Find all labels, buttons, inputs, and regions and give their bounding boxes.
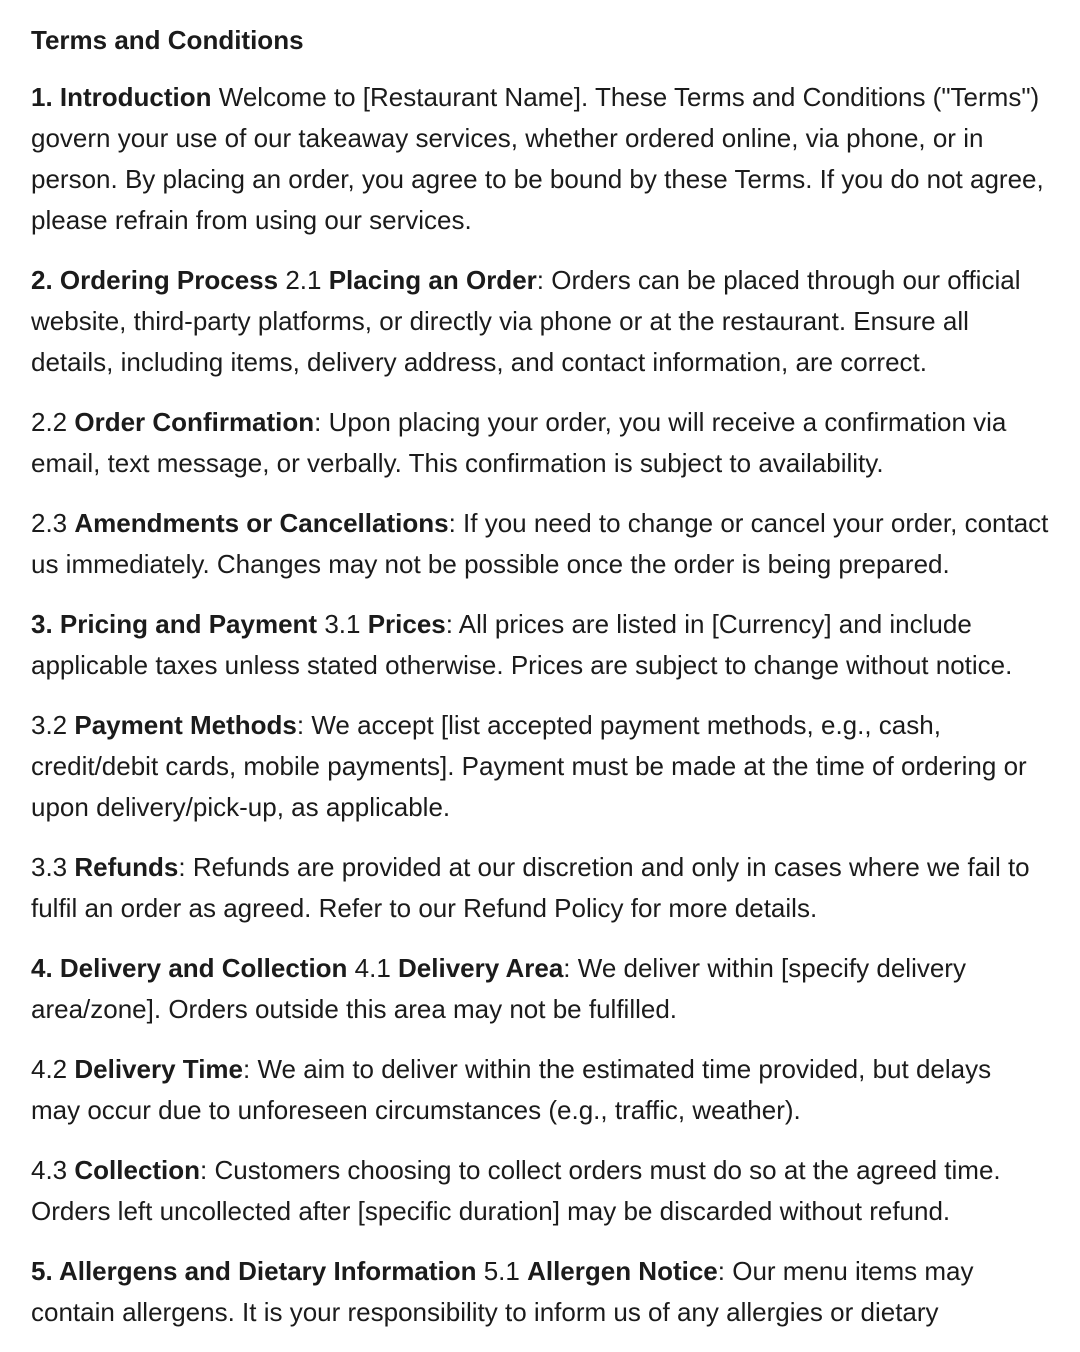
text-run: email, text message, or verbally. This confirmation is subject to availability. [31, 448, 884, 478]
text-run: person. By placing an order, you agree to be bound by these Terms. If you do not agree, [31, 164, 1044, 194]
paragraph [31, 705, 1080, 828]
text-run: may occur due to unforeseen circumstances (e.g., traffic, weather). [31, 1095, 801, 1125]
text-run: govern your use of our takeaway services, whether ordered online, via phone, or in [31, 123, 984, 153]
text-run: 2.1 [278, 265, 329, 295]
bold-heading: Prices [367, 609, 446, 639]
text-line [31, 503, 1080, 544]
paragraph [31, 1251, 1080, 1333]
text-line [31, 746, 1080, 787]
bold-heading: 2. Ordering Process [31, 265, 279, 295]
text-run: Welcome to [Restaurant Name]. These Terms and Conditions ("Terms") [211, 82, 1040, 112]
text-line [31, 301, 1080, 342]
text-run: credit/debit cards, mobile payments]. Payment must be made at the time of ordering or [31, 751, 1027, 781]
bold-heading: Delivery Time [74, 1054, 243, 1084]
paragraph [31, 847, 1080, 929]
text-line [31, 443, 1080, 484]
text-run: 4.3 [31, 1155, 75, 1185]
text-line [31, 544, 1080, 585]
text-run: : We deliver within [specify delivery [563, 953, 966, 983]
text-run: us immediately. Changes may not be possible once the order is being prepared. [31, 549, 950, 579]
text-run: 3.3 [31, 852, 75, 882]
paragraph [31, 604, 1080, 686]
bold-heading: Refunds [74, 852, 179, 882]
text-line [31, 948, 1080, 989]
paragraph [31, 260, 1080, 383]
text-run: upon delivery/pick-up, as applicable. [31, 792, 451, 822]
bold-heading: Placing an Order [328, 265, 537, 295]
paragraph-list [31, 77, 1080, 1333]
text-line [31, 260, 1080, 301]
text-run: : Orders can be placed through our official [536, 265, 1021, 295]
text-line [31, 402, 1080, 443]
bold-heading: 1. Introduction [31, 82, 212, 112]
bold-heading: Collection [74, 1155, 201, 1185]
bold-heading: 5. Allergens and Dietary Information [31, 1256, 477, 1286]
text-run: please refrain from using our services. [31, 205, 472, 235]
text-line [31, 1150, 1080, 1191]
text-run: Orders left uncollected after [specific duration] may be discarded without refund. [31, 1196, 951, 1226]
text-run: 2.3 [31, 508, 75, 538]
text-run: : Our menu items may [717, 1256, 974, 1286]
bold-heading: Payment Methods [74, 710, 297, 740]
text-line [31, 787, 1080, 828]
paragraph [31, 402, 1080, 484]
bold-heading: Amendments or Cancellations [74, 508, 449, 538]
paragraph [31, 77, 1080, 241]
text-line [31, 1090, 1080, 1131]
text-line [31, 118, 1080, 159]
text-run: 3.1 [317, 609, 368, 639]
text-line [31, 705, 1080, 746]
text-line [31, 1049, 1080, 1090]
text-line [31, 645, 1080, 686]
text-line [31, 200, 1080, 241]
text-line [31, 989, 1080, 1030]
bold-heading: 3. Pricing and Payment [31, 609, 318, 639]
text-run: : Customers choosing to collect orders must do so at the agreed time. [200, 1155, 1001, 1185]
text-line [31, 847, 1080, 888]
text-run: 3.2 [31, 710, 75, 740]
paragraph [31, 948, 1080, 1030]
text-line [31, 1251, 1080, 1292]
text-line [31, 159, 1080, 200]
text-run: 4.1 [347, 953, 399, 983]
text-run: applicable taxes unless stated otherwise. Prices are subject to change without notice. [31, 650, 1013, 680]
text-line [31, 888, 1080, 929]
paragraph [31, 1150, 1080, 1232]
paragraph [31, 503, 1080, 585]
text-run: : If you need to change or cancel your order, contact [448, 508, 1049, 538]
text-run: details, including items, delivery address, and contact information, are correct. [31, 347, 927, 377]
document-body [31, 22, 1080, 1352]
text-run: 2.2 [31, 407, 75, 437]
bold-heading: Delivery Area [398, 953, 564, 983]
text-run: contain allergens. It is your responsibility to inform us of any allergies or dietary [31, 1297, 939, 1327]
text-run: : We aim to deliver within the estimated time provided, but delays [243, 1054, 992, 1084]
text-run: fulfil an order as agreed. Refer to our Refund Policy for more details. [31, 893, 818, 923]
text-run: : Refunds are provided at our discretion and only in cases where we fail to [178, 852, 1030, 882]
text-run: 5.1 [476, 1256, 528, 1286]
bold-heading: Order Confirmation [74, 407, 315, 437]
text-run: website, third-party platforms, or directly via phone or at the restaurant. Ensure all [31, 306, 969, 336]
text-line [31, 604, 1080, 645]
document-title: Terms and Conditions [31, 25, 304, 55]
text-line [31, 1191, 1080, 1232]
text-line [31, 77, 1080, 118]
paragraph [31, 1049, 1080, 1131]
text-line [31, 342, 1080, 383]
text-run: : All prices are listed in [Currency] and include [445, 609, 972, 639]
bold-heading: 4. Delivery and Collection [31, 953, 348, 983]
text-run: : We accept [list accepted payment methods, e.g., cash, [296, 710, 941, 740]
text-run: : Upon placing your order, you will receive a confirmation via [314, 407, 1007, 437]
text-run: 4.2 [31, 1054, 75, 1084]
text-run: area/zone]. Orders outside this area may not be fulfilled. [31, 994, 678, 1024]
bold-heading: Allergen Notice [527, 1256, 718, 1286]
text-line [31, 1292, 1080, 1333]
